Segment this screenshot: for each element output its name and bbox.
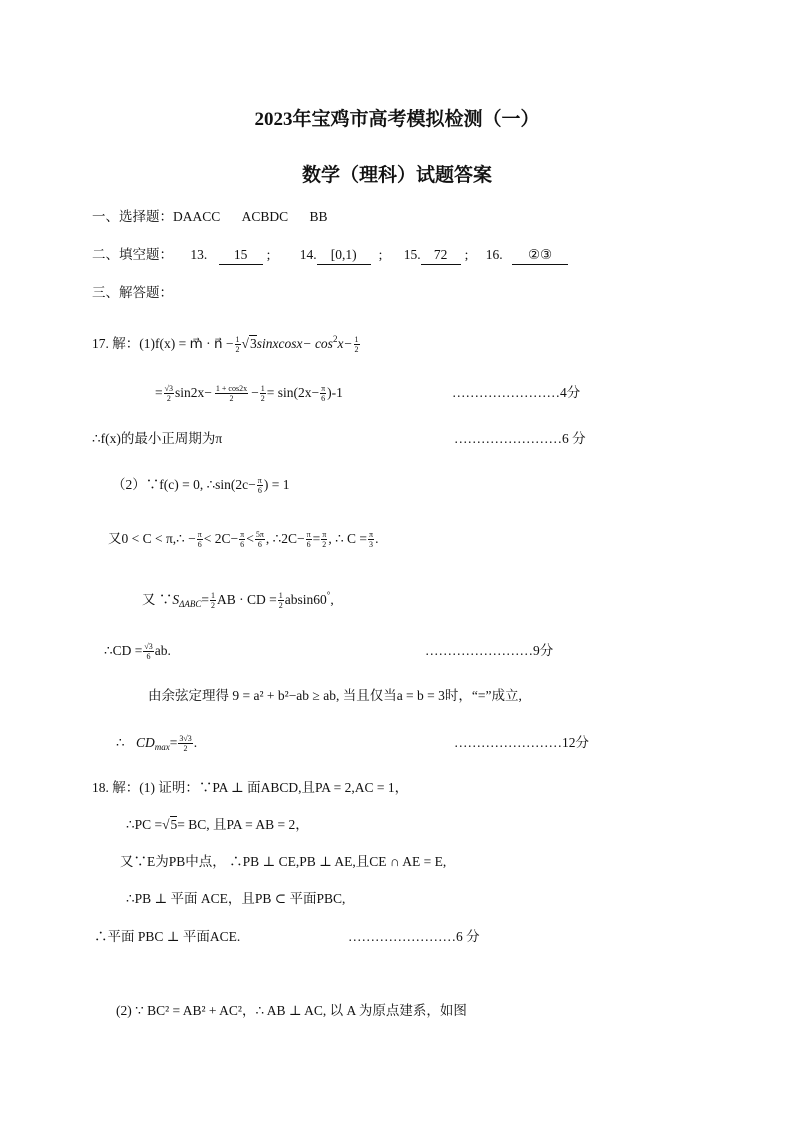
sqrt: 5 [170, 817, 178, 832]
text: ∴ [116, 735, 125, 750]
fraction: $\frac{\pi}{2}$ [322, 530, 327, 550]
text: ∴PC = [126, 817, 163, 832]
text: 又 ∵ [142, 592, 173, 607]
p17-line-6 [142, 586, 334, 613]
fraction: $\frac{1}{2}$ [235, 335, 240, 355]
answer-blank: 72 [421, 246, 461, 265]
p17-line-7 [104, 642, 171, 661]
fraction: $\frac{1}{2}$ [354, 335, 359, 355]
p17-line-9 [116, 734, 197, 756]
question-number: 15. [403, 247, 421, 262]
section-label: 三、解答题： [92, 285, 173, 300]
p17-line-8: 由余弦定理得 9 = a² + b²−ab ≥ ab, 当且仅当a = b = 3时，“=”成立, [148, 688, 522, 703]
text: . [375, 531, 379, 546]
fraction: $\frac{1 + \cos 2x}{2}$ [215, 384, 248, 404]
text: 又0 < C < π,∴ − [108, 531, 196, 546]
p17-line-5 [108, 530, 378, 549]
p18-line-6: (2) ∵ BC² = AB² + AC²，∴ AB ⊥ AC, 以 A 为原点建系，如图 [116, 1003, 467, 1018]
score-mark: ……………………12分 [454, 735, 589, 750]
p18-line-4: ∴PB ⊥ 平面 ACE，且PB ⊂ 平面PBC, [126, 891, 346, 906]
answer-blank: ②③ [512, 246, 568, 265]
text: )-1 [327, 385, 343, 400]
separator: ; [464, 247, 469, 262]
answer-blank: 15 [219, 246, 263, 265]
text: sin2x− [175, 385, 212, 400]
fraction: $\frac{\pi}{6}$ [197, 530, 202, 550]
answer-blank: [0,1) [317, 246, 371, 265]
text: . [193, 735, 198, 750]
text: AB · CD = [217, 592, 277, 607]
question-number: 16. [485, 247, 503, 262]
text: ) = 1 [263, 477, 290, 492]
fraction: $\frac{√3}{2}$ [164, 384, 174, 404]
p17-line-2 [155, 384, 343, 403]
text: CD [135, 735, 155, 750]
fraction: $\frac{1}{2}$ [211, 591, 216, 611]
text: = [169, 735, 178, 750]
fraction: $\frac{\pi}{6}$ [257, 476, 262, 496]
score-mark: ……………………4分 [452, 385, 581, 400]
fraction: $\frac{√3}{6}$ [144, 642, 153, 662]
separator: ; [378, 247, 383, 262]
section-label: 一、选择题： [92, 209, 173, 224]
fraction: $\frac{3√3}{2}$ [179, 734, 192, 754]
text: , ∴ C = [328, 531, 368, 546]
p17-line-4 [112, 476, 289, 495]
subscript: ΔABC [179, 599, 202, 609]
choice-group: BB [309, 209, 328, 224]
separator: ; [266, 247, 271, 262]
text: = [312, 531, 321, 546]
section-label: 二、填空题： [92, 247, 173, 262]
choice-group: DAACC [173, 209, 221, 224]
score-mark: ……………………6 分 [454, 431, 586, 446]
question-number: 13. [190, 247, 208, 262]
text: （2）∵f(c) = 0, ∴sin(2c− [112, 477, 256, 492]
p18-line-5: ∴平面 PBC ⊥ 平面ACE. [94, 929, 241, 944]
p17-line-1: 17. 解：(1)f(x) = m⃗ · n⃗ − $\frac{1}{2}$ √3sinxcosx− $\cos^2x-$ $\frac{1}{2}$ [92, 334, 359, 355]
fraction: $\frac{\pi}{3}$ [369, 530, 374, 550]
text: x− [337, 336, 353, 351]
question-number: 14. [299, 247, 317, 262]
text: , [330, 592, 334, 607]
fraction: $\frac{\pi}{6}$ [240, 530, 245, 550]
p18-line-1: 18. 解：(1) 证明：∵PA ⊥ 面ABCD,且PA = 2,AC = 1， [92, 780, 409, 795]
text: absin60 [284, 592, 327, 607]
text: sinxcosx− cos [256, 336, 333, 351]
text: = [201, 592, 210, 607]
score-mark: ……………………9分 [425, 643, 554, 658]
text: < 2C− [203, 531, 239, 546]
degree: ° [326, 590, 331, 600]
text: 17. 解：(1)f(x) = m⃗ · n⃗ − [92, 336, 234, 351]
text: ab. [154, 643, 171, 658]
text: = [155, 385, 163, 400]
score-mark: ……………………6 分 [348, 929, 480, 944]
text: ∴CD = [104, 643, 143, 658]
page-subtitle: 数学（理科）试题答案 [301, 165, 492, 186]
text: < [246, 531, 254, 546]
text: = BC, 且PA = AB = 2， [177, 817, 309, 832]
choice-answers [92, 208, 328, 226]
choice-group: ACBDC [241, 209, 289, 224]
p18-line-2: ∴PC =√5= BC, 且PA = AB = 2， [126, 817, 309, 832]
text: − [251, 385, 259, 400]
subscript: max [154, 742, 170, 752]
text: S [172, 592, 180, 607]
fraction: $\frac{\pi}{6}$ [321, 384, 326, 404]
p17-line-3: ∴f(x)的最小正周期为π [92, 431, 223, 446]
fraction: $\frac{\pi}{6}$ [306, 530, 311, 550]
sqrt: 3 [249, 336, 257, 351]
fraction: $\frac{1}{2}$ [260, 384, 265, 404]
p18-line-3: 又∵E为PB中点， ∴PB ⊥ CE,PB ⊥ AE,且CE ∩ AE = E, [120, 854, 447, 869]
fraction: $\frac{5\pi}{6}$ [255, 530, 264, 550]
fraction: $\frac{1}{2}$ [278, 591, 283, 611]
text: , ∴2C− [265, 531, 305, 546]
text: = sin(2x− [266, 385, 320, 400]
page-title: 2023年宝鸡市高考模拟检测（一） [254, 109, 540, 130]
exponent: 2 [332, 334, 338, 344]
fill-in-answers [92, 246, 568, 265]
